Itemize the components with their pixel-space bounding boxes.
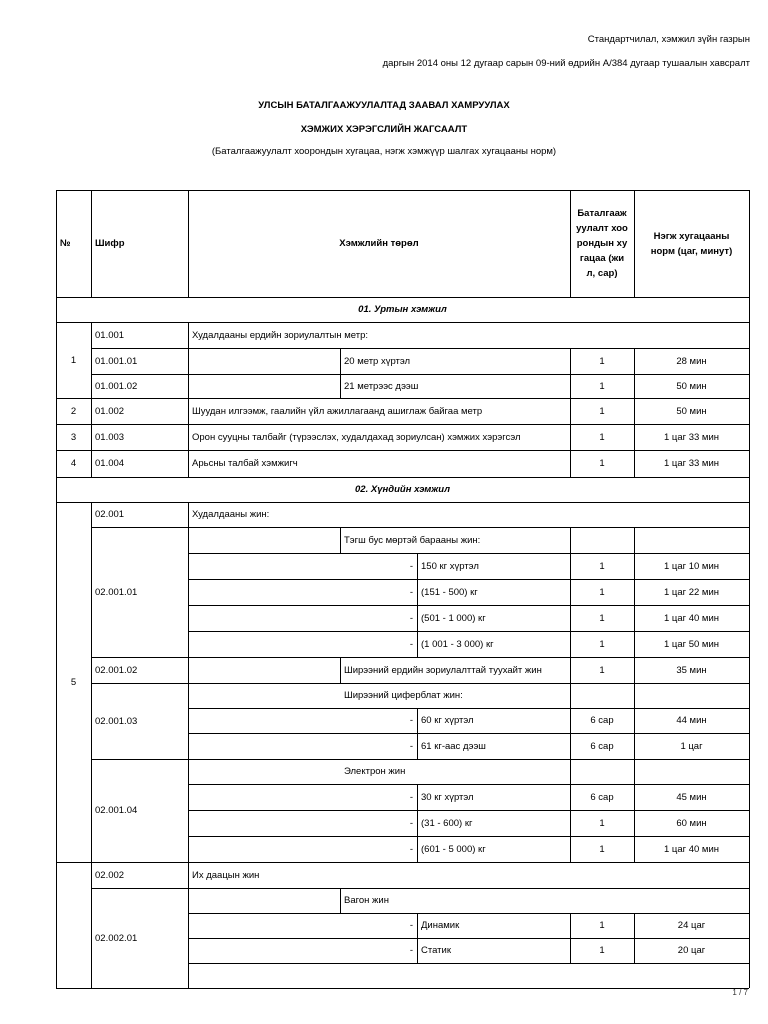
row-norm: 35 мин [676, 664, 707, 676]
row-norm: 1 цаг 40 мин [663, 612, 720, 624]
row-dash: - [409, 740, 413, 752]
row-description: Худалдааны жин: [192, 509, 270, 520]
row-interval: 6 сар [590, 740, 614, 752]
row-description: Арьсны талбай хэмжигч [192, 458, 298, 469]
row-interval: 1 [599, 945, 605, 956]
row-interval: 1 [599, 405, 605, 417]
column-header-code: Шифр [95, 238, 125, 249]
row-description: Ширээний ердийн зориулалттай туухайт жин [344, 664, 542, 676]
row-number: 1 [70, 354, 77, 366]
row-norm: 1 цаг 33 мин [663, 458, 720, 469]
row-norm: 28 мин [676, 355, 707, 367]
row-norm: 24 цаг [677, 920, 706, 931]
row-dash: - [409, 715, 413, 726]
row-interval: 1 [599, 638, 605, 650]
row-dash: - [409, 638, 413, 650]
row-description: (1 001 - 3 000) кг [421, 638, 494, 650]
column-header-number: № [60, 238, 71, 249]
row-norm: 50 мин [676, 380, 707, 392]
row-interval: 1 [599, 355, 605, 367]
row-description: Орон сууцны талбайг (түрээслэх, худалдахад зориулсан) хэмжих хэрэгсэл [192, 431, 521, 443]
row-description: (601 - 5 000) кг [421, 843, 486, 855]
row-interval: 1 [599, 843, 605, 855]
row-interval: 1 [599, 664, 605, 676]
row-interval: 1 [599, 380, 605, 392]
row-norm: 1 цаг 50 мин [663, 638, 720, 650]
row-norm: 1 цаг [680, 740, 703, 752]
row-dash: - [409, 843, 413, 855]
document-title-1: УЛСЫН БАТАЛГААЖУУЛАЛТАД ЗААВАЛ ХАМРУУЛАХ [258, 100, 510, 111]
section-header-weight: 02. Хүндийн хэмжил [355, 484, 450, 495]
row-norm: 1 цаг 40 мин [663, 843, 720, 855]
row-code: 02.001.03 [95, 715, 138, 727]
row-description: 30 кг хүртэл [421, 791, 474, 803]
row-description: 60 кг хүртэл [421, 715, 474, 726]
row-code: 01.003 [95, 431, 125, 443]
row-dash: - [409, 920, 413, 931]
row-code: 01.001.01 [95, 355, 138, 367]
row-code: 02.001.01 [95, 586, 138, 598]
section-header-length: 01. Уртын хэмжил [358, 304, 447, 315]
row-code: 02.001 [95, 509, 125, 520]
row-description: Тэгш бус мөртэй барааны жин: [344, 534, 481, 546]
row-norm: 45 мин [676, 791, 707, 803]
row-code: 02.002 [95, 869, 125, 881]
row-norm: 20 цаг [677, 945, 706, 956]
row-interval: 1 [599, 920, 605, 931]
row-description: 21 метрээс дээш [344, 380, 419, 392]
row-dash: - [409, 817, 413, 829]
row-interval: 6 сар [590, 715, 614, 726]
row-code: 02.001.04 [95, 805, 138, 816]
row-code: 01.004 [95, 458, 125, 469]
row-dash: - [409, 586, 413, 598]
row-description: Худалдааны ердийн зориулалтын метр: [192, 329, 369, 341]
row-description: (31 - 600) кг [421, 817, 473, 829]
row-norm: 1 цаг 10 мин [663, 560, 720, 572]
row-norm: 50 мин [676, 405, 707, 417]
row-norm: 60 мин [676, 817, 707, 829]
row-code: 01.001.02 [95, 380, 138, 392]
row-description: 20 метр хүртэл [344, 355, 411, 367]
row-interval: 6 сар [590, 791, 614, 803]
row-description: 61 кг-аас дээш [421, 740, 486, 752]
row-description: Электрон жин [344, 766, 406, 777]
row-description: (151 - 500) кг [421, 586, 478, 598]
row-interval: 1 [599, 586, 605, 598]
row-norm: 1 цаг 22 мин [663, 586, 720, 598]
row-description: Шуудан илгээмж, гаалийн үйл ажиллагаанд ашиглаж байгаа метр [192, 405, 483, 417]
row-dash: - [409, 945, 413, 956]
row-interval: 1 [599, 431, 605, 443]
row-description: Вагон жин [344, 895, 389, 906]
row-description: 150 кг хүртэл [421, 560, 479, 572]
row-interval: 1 [599, 612, 605, 624]
row-description: Их даацын жин [192, 869, 260, 881]
row-number: 2 [70, 405, 77, 417]
column-header-norm: Нэгж хугацааны норм (цаг, минут) [650, 230, 733, 257]
row-dash: - [409, 560, 413, 572]
document-title-2: ХЭМЖИХ ХЭРЭГСЛИЙН ЖАГСААЛТ [300, 124, 468, 135]
row-interval: 1 [599, 560, 605, 572]
column-header-type: Хэмжлийн төрөл [339, 238, 419, 249]
header-line-2: даргын 2014 оны 12 дугаар сарын 09-ний өдрийн А/384 дугаар тушаалын хавсралт [382, 58, 750, 69]
row-dash: - [409, 791, 413, 803]
row-description: Динамик [421, 920, 460, 931]
row-description: Статик [421, 945, 451, 956]
row-description: (501 - 1 000) кг [421, 612, 486, 624]
document-subtitle: (Баталгаажуулалт хоорондын хугацаа, нэгж хэмжүүр шалгах хугацааны норм) [211, 146, 557, 157]
row-interval: 1 [599, 817, 605, 829]
page-number: 1 / 7 [732, 988, 748, 997]
row-norm: 1 цаг 33 мин [663, 431, 720, 443]
row-description: Ширээний циферблат жин: [344, 690, 463, 701]
row-dash: - [409, 612, 413, 624]
row-number: 5 [70, 676, 77, 688]
row-code: 02.002.01 [95, 932, 138, 944]
row-number: 3 [70, 431, 77, 443]
row-norm: 44 мин [676, 715, 707, 726]
row-code: 01.001 [95, 329, 125, 341]
row-interval: 1 [599, 458, 605, 469]
row-number: 4 [70, 458, 77, 469]
row-code: 02.001.02 [95, 664, 138, 676]
column-header-interval: Баталгаажуулалт хоорондын хугацаа (жил, сар) [576, 208, 628, 279]
header-line-1: Стандартчилал, хэмжил зүйн газрын [587, 34, 750, 45]
row-code: 01.002 [95, 405, 125, 417]
